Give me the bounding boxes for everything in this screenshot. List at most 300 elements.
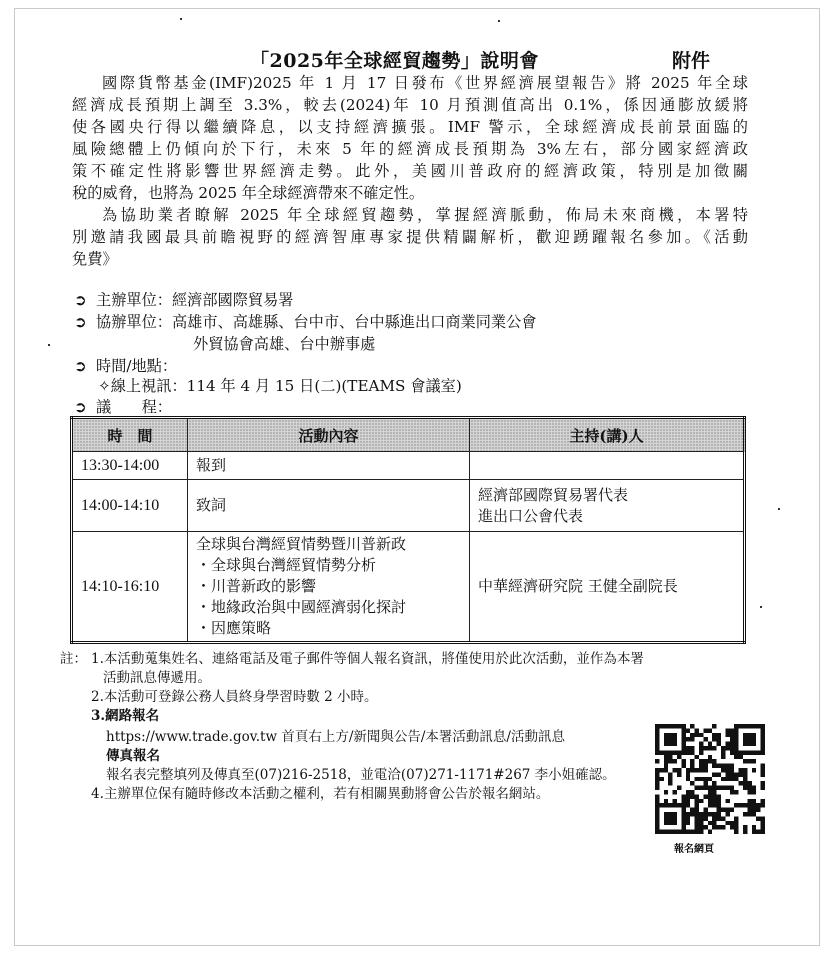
qr-module xyxy=(739,772,743,776)
co-organizer-line xyxy=(74,311,536,333)
qr-module xyxy=(730,768,734,772)
qr-module xyxy=(725,742,729,746)
qr-module xyxy=(686,750,690,754)
qr-module xyxy=(734,772,738,776)
agenda-host xyxy=(470,532,745,643)
qr-module xyxy=(747,750,751,754)
table-row xyxy=(72,480,745,532)
qr-module xyxy=(681,764,685,768)
qr-module xyxy=(681,803,685,807)
qr-module xyxy=(708,830,712,834)
qr-module xyxy=(743,781,747,785)
qr-module xyxy=(747,737,751,741)
qr-module xyxy=(734,742,738,746)
qr-module xyxy=(743,786,747,790)
qr-module xyxy=(734,724,738,728)
qr-module xyxy=(721,825,725,829)
qr-module xyxy=(686,746,690,750)
qr-module xyxy=(712,772,716,776)
qr-module xyxy=(761,724,765,728)
qr-module xyxy=(668,733,672,737)
qr-module xyxy=(690,808,694,812)
qr-module xyxy=(712,759,716,763)
qr-module xyxy=(725,728,729,732)
qr-module xyxy=(756,808,760,812)
qr-module xyxy=(708,821,712,825)
qr-module xyxy=(668,777,672,781)
agenda-label: 議 程： xyxy=(96,398,172,416)
qr-module xyxy=(761,746,765,750)
content-line: 致詞 xyxy=(196,496,227,514)
qr-module xyxy=(664,737,668,741)
qr-module xyxy=(681,737,685,741)
qr-module xyxy=(655,728,659,732)
paragraph-line: 風險總體上仍傾向於下行，未來 5 年的經濟成長預期為 3%左右，部分國家經濟政 xyxy=(72,140,748,158)
qr-module xyxy=(747,790,751,794)
qr-module xyxy=(712,803,716,807)
qr-module xyxy=(708,794,712,798)
qr-module xyxy=(712,764,716,768)
qr-module xyxy=(655,772,659,776)
qr-module xyxy=(708,728,712,732)
qr-module xyxy=(699,830,703,834)
qr-module xyxy=(690,781,694,785)
content-line: 全球與台灣經貿情勢暨川普新政 xyxy=(196,535,407,553)
registration-qr-code-icon[interactable] xyxy=(655,724,765,834)
qr-module xyxy=(703,825,707,829)
qr-module xyxy=(717,825,721,829)
content-line: ・因應策略 xyxy=(196,619,272,637)
qr-module xyxy=(686,737,690,741)
qr-module xyxy=(725,812,729,816)
qr-module xyxy=(756,816,760,820)
qr-module xyxy=(730,825,734,829)
qr-module xyxy=(677,768,681,772)
qr-module xyxy=(668,750,672,754)
agenda-host xyxy=(470,452,745,480)
qr-module xyxy=(717,786,721,790)
qr-module xyxy=(703,777,707,781)
qr-module xyxy=(655,786,659,790)
qr-module xyxy=(686,790,690,794)
qr-module xyxy=(673,812,677,816)
qr-module xyxy=(695,825,699,829)
qr-module xyxy=(730,821,734,825)
qr-module xyxy=(695,794,699,798)
qr-module xyxy=(725,772,729,776)
fax-heading: 傳真報名 xyxy=(106,748,160,764)
qr-module xyxy=(673,724,677,728)
qr-module xyxy=(734,728,738,732)
qr-module xyxy=(690,794,694,798)
qr-module xyxy=(743,733,747,737)
qr-module xyxy=(681,821,685,825)
qr-module xyxy=(730,790,734,794)
note-1-line1: 1.本活動蒐集姓名、連絡電話及電子郵件等個人報名資訊，將僅使用於此次活動，並作為本署 xyxy=(91,651,644,667)
qr-module xyxy=(747,759,751,763)
qr-module xyxy=(708,799,712,803)
qr-module xyxy=(752,803,756,807)
qr-module xyxy=(725,786,729,790)
scan-speck xyxy=(180,18,182,20)
qr-module xyxy=(717,808,721,812)
qr-module xyxy=(734,737,738,741)
agenda-content xyxy=(188,452,470,480)
qr-module xyxy=(703,816,707,820)
note-1-line2: 活動訊息傳遞用。 xyxy=(103,670,211,686)
qr-module xyxy=(703,808,707,812)
qr-module xyxy=(761,772,765,776)
qr-module xyxy=(734,733,738,737)
qr-module xyxy=(761,742,765,746)
qr-module xyxy=(721,746,725,750)
agenda-host xyxy=(470,480,745,532)
qr-module xyxy=(695,816,699,820)
qr-module xyxy=(747,733,751,737)
qr-module xyxy=(752,733,756,737)
qr-module xyxy=(708,755,712,759)
content-line: ・地緣政治與中國經濟弱化探討 xyxy=(196,598,407,616)
qr-module xyxy=(664,764,668,768)
qr-module xyxy=(725,733,729,737)
qr-module xyxy=(655,733,659,737)
qr-module xyxy=(699,812,703,816)
qr-module xyxy=(761,737,765,741)
qr-module xyxy=(668,772,672,776)
host-line: 經濟部國際貿易署代表 xyxy=(478,485,629,504)
organizer-line xyxy=(74,289,293,311)
qr-module xyxy=(677,830,681,834)
paragraph-line: 為協助業者瞭解 2025 年全球經貿趨勢，掌握經濟脈動，佈局未來商機，本署特 xyxy=(102,206,748,224)
qr-module xyxy=(681,746,685,750)
qr-module xyxy=(761,799,765,803)
agenda-time: 14:00-14:10 xyxy=(72,480,188,532)
scan-speck xyxy=(778,508,780,510)
qr-module xyxy=(743,772,747,776)
notes-prefix: 註： xyxy=(60,651,87,667)
qr-module xyxy=(699,786,703,790)
qr-module xyxy=(752,737,756,741)
qr-module xyxy=(681,759,685,763)
qr-module xyxy=(668,830,672,834)
qr-module xyxy=(673,803,677,807)
qr-module xyxy=(752,790,756,794)
qr-module xyxy=(739,750,743,754)
header-content: 活動內容 xyxy=(188,418,470,452)
qr-module xyxy=(681,733,685,737)
qr-module xyxy=(686,799,690,803)
agenda-label-line xyxy=(74,396,172,418)
qr-module xyxy=(761,728,765,732)
qr-module xyxy=(703,768,707,772)
note-2: 2.本活動可登錄公務人員終身學習時數 2 小時。 xyxy=(91,689,378,705)
qr-module xyxy=(703,812,707,816)
agenda-table xyxy=(70,416,746,644)
qr-module xyxy=(752,786,756,790)
qr-module xyxy=(681,724,685,728)
qr-module xyxy=(712,737,716,741)
qr-module xyxy=(681,750,685,754)
scan-speck xyxy=(48,344,50,346)
qr-module xyxy=(734,777,738,781)
online-label: ✧線上視訊： xyxy=(98,377,187,395)
qr-module xyxy=(664,733,668,737)
qr-module xyxy=(668,737,672,741)
paragraph-line: 使各國央行得以繼續降息，以支持經濟擴張。IMF 警示，全球經濟成長前景面臨的 xyxy=(72,118,748,136)
qr-module xyxy=(721,808,725,812)
qr-module xyxy=(668,821,672,825)
qr-module xyxy=(695,803,699,807)
qr-module xyxy=(673,790,677,794)
qr-module xyxy=(655,759,659,763)
qr-module xyxy=(761,821,765,825)
qr-module xyxy=(752,808,756,812)
qr-module xyxy=(712,724,716,728)
qr-module xyxy=(681,799,685,803)
qr-module xyxy=(717,742,721,746)
qr-module xyxy=(659,830,663,834)
qr-module xyxy=(673,759,677,763)
qr-module xyxy=(686,794,690,798)
qr-module xyxy=(752,724,756,728)
qr-module xyxy=(664,742,668,746)
qr-module xyxy=(730,808,734,812)
qr-module xyxy=(712,733,716,737)
qr-module xyxy=(673,821,677,825)
qr-module xyxy=(699,764,703,768)
online-meeting-line xyxy=(98,375,462,397)
qr-module xyxy=(681,728,685,732)
qr-module xyxy=(668,812,672,816)
table-row xyxy=(72,532,745,643)
qr-module xyxy=(673,750,677,754)
qr-module xyxy=(721,777,725,781)
qr-module xyxy=(761,733,765,737)
content-line: 報到 xyxy=(196,456,227,474)
arrow-bullet-icon: ➲ xyxy=(74,291,87,309)
qr-module xyxy=(690,750,694,754)
qr-module xyxy=(659,803,663,807)
qr-module xyxy=(664,768,668,772)
qr-module xyxy=(734,816,738,820)
qr-module xyxy=(695,821,699,825)
online-registration-url[interactable]: https://www.trade.gov.tw 首頁右上方/新聞與公告/本署活動訊息/活動訊息 xyxy=(106,729,565,745)
qr-module xyxy=(699,825,703,829)
qr-module xyxy=(655,816,659,820)
qr-module xyxy=(655,821,659,825)
qr-module xyxy=(756,803,760,807)
qr-module xyxy=(708,790,712,794)
qr-module xyxy=(695,830,699,834)
qr-module xyxy=(712,825,716,829)
qr-module xyxy=(712,799,716,803)
qr-module xyxy=(655,746,659,750)
qr-module xyxy=(673,830,677,834)
qr-module xyxy=(690,746,694,750)
qr-module xyxy=(681,808,685,812)
qr-module xyxy=(655,808,659,812)
qr-module xyxy=(699,733,703,737)
arrow-bullet-icon: ➲ xyxy=(74,398,87,416)
qr-module xyxy=(717,799,721,803)
qr-module xyxy=(730,733,734,737)
qr-module xyxy=(686,803,690,807)
qr-module xyxy=(747,803,751,807)
paragraph-line: 別邀請我國最具前瞻視野的經濟智庫專家提供精闢解析，歡迎踴躍報名參加。《活動 xyxy=(72,228,748,246)
qr-module xyxy=(668,816,672,820)
qr-module xyxy=(761,768,765,772)
qr-module xyxy=(690,790,694,794)
qr-module xyxy=(752,750,756,754)
qr-module xyxy=(752,830,756,834)
qr-module xyxy=(690,733,694,737)
qr-module xyxy=(752,799,756,803)
qr-module xyxy=(699,777,703,781)
qr-module xyxy=(686,728,690,732)
qr-module xyxy=(747,781,751,785)
header-time: 時 間 xyxy=(72,418,188,452)
qr-module xyxy=(686,768,690,772)
qr-module xyxy=(655,768,659,772)
qr-module xyxy=(725,808,729,812)
qr-module xyxy=(673,768,677,772)
qr-module xyxy=(695,808,699,812)
qr-module xyxy=(681,825,685,829)
qr-module xyxy=(734,825,738,829)
qr-module xyxy=(721,750,725,754)
qr-module xyxy=(761,764,765,768)
qr-module xyxy=(717,816,721,820)
qr-module xyxy=(752,759,756,763)
paragraph-line: 國際貨幣基金(IMF)2025 年 1 月 17 日發布《世界經濟展望報告》將 2025 年全球 xyxy=(102,74,748,92)
qr-module xyxy=(695,786,699,790)
qr-module xyxy=(717,764,721,768)
qr-module xyxy=(752,825,756,829)
host-line: 進出口公會代表 xyxy=(478,506,584,525)
qr-module xyxy=(677,786,681,790)
qr-module xyxy=(659,768,663,772)
qr-module xyxy=(721,786,725,790)
qr-module xyxy=(668,742,672,746)
qr-module xyxy=(756,830,760,834)
qr-module xyxy=(734,746,738,750)
qr-module xyxy=(734,790,738,794)
qr-module xyxy=(703,728,707,732)
qr-module xyxy=(677,750,681,754)
qr-module xyxy=(677,803,681,807)
qr-module xyxy=(699,768,703,772)
qr-module xyxy=(712,746,716,750)
qr-module xyxy=(673,799,677,803)
qr-module xyxy=(761,781,765,785)
qr-module xyxy=(668,781,672,785)
qr-module xyxy=(747,786,751,790)
qr-module xyxy=(730,728,734,732)
agenda-content xyxy=(188,480,470,532)
qr-module xyxy=(690,724,694,728)
qr-module xyxy=(655,830,659,834)
qr-module xyxy=(677,755,681,759)
host-line: 中華經濟研究院 王健全副院長 xyxy=(478,577,678,595)
qr-module xyxy=(695,799,699,803)
qr-module xyxy=(655,803,659,807)
qr-module xyxy=(721,755,725,759)
qr-module xyxy=(673,816,677,820)
qr-module xyxy=(681,812,685,816)
qr-module xyxy=(686,830,690,834)
qr-module xyxy=(761,816,765,820)
qr-module xyxy=(712,821,716,825)
qr-module xyxy=(668,755,672,759)
qr-module xyxy=(730,786,734,790)
qr-module xyxy=(756,724,760,728)
qr-module xyxy=(734,803,738,807)
note-4: 4.主辦單位保有隨時修改本活動之權利，若有相關異動將會公告於報名網站。 xyxy=(91,786,550,802)
qr-module xyxy=(699,821,703,825)
content-line: ・川普新政的影響 xyxy=(196,577,317,595)
qr-module xyxy=(730,777,734,781)
qr-module xyxy=(655,799,659,803)
header-host: 主持(講)人 xyxy=(470,418,745,452)
qr-module xyxy=(752,812,756,816)
qr-module xyxy=(725,764,729,768)
paragraph-line: 免費》 xyxy=(72,250,118,268)
qr-module xyxy=(730,750,734,754)
qr-module xyxy=(655,777,659,781)
qr-module xyxy=(690,768,694,772)
qr-module xyxy=(686,816,690,820)
qr-module xyxy=(734,750,738,754)
qr-module xyxy=(739,768,743,772)
qr-module xyxy=(747,742,751,746)
agenda-header-row xyxy=(72,418,745,452)
qr-module xyxy=(664,821,668,825)
document-title: 「2025年全球經貿趨勢」說明會 xyxy=(250,50,539,72)
qr-module xyxy=(677,772,681,776)
qr-module xyxy=(695,728,699,732)
table-row xyxy=(72,452,745,480)
qr-module xyxy=(690,830,694,834)
qr-module xyxy=(725,746,729,750)
qr-module xyxy=(761,803,765,807)
qr-module xyxy=(664,830,668,834)
qr-module xyxy=(695,768,699,772)
qr-module xyxy=(743,724,747,728)
qr-module xyxy=(686,772,690,776)
qr-module xyxy=(659,777,663,781)
intro-paragraph xyxy=(72,72,748,204)
attachment-label: 附件 xyxy=(672,50,711,72)
qr-module xyxy=(743,803,747,807)
paragraph-line: 稅的威脅，也將為 2025 年全球經濟帶來不確定性。 xyxy=(72,184,425,202)
invitation-paragraph xyxy=(72,204,748,270)
qr-module xyxy=(695,812,699,816)
agenda-time: 13:30-14:00 xyxy=(72,452,188,480)
qr-module xyxy=(655,737,659,741)
qr-module xyxy=(734,830,738,834)
fax-instructions: 報名表完整填列及傳真至(07)216-2518，並電洽(07)271-1171#267 李小姐確認。 xyxy=(106,767,616,783)
qr-module xyxy=(668,724,672,728)
qr-module xyxy=(730,746,734,750)
qr-module xyxy=(681,830,685,834)
qr-module xyxy=(743,812,747,816)
qr-module xyxy=(659,724,663,728)
qr-module xyxy=(761,786,765,790)
qr-module xyxy=(686,777,690,781)
qr-module xyxy=(730,737,734,741)
qr-module xyxy=(743,750,747,754)
arrow-bullet-icon: ➲ xyxy=(74,357,87,375)
